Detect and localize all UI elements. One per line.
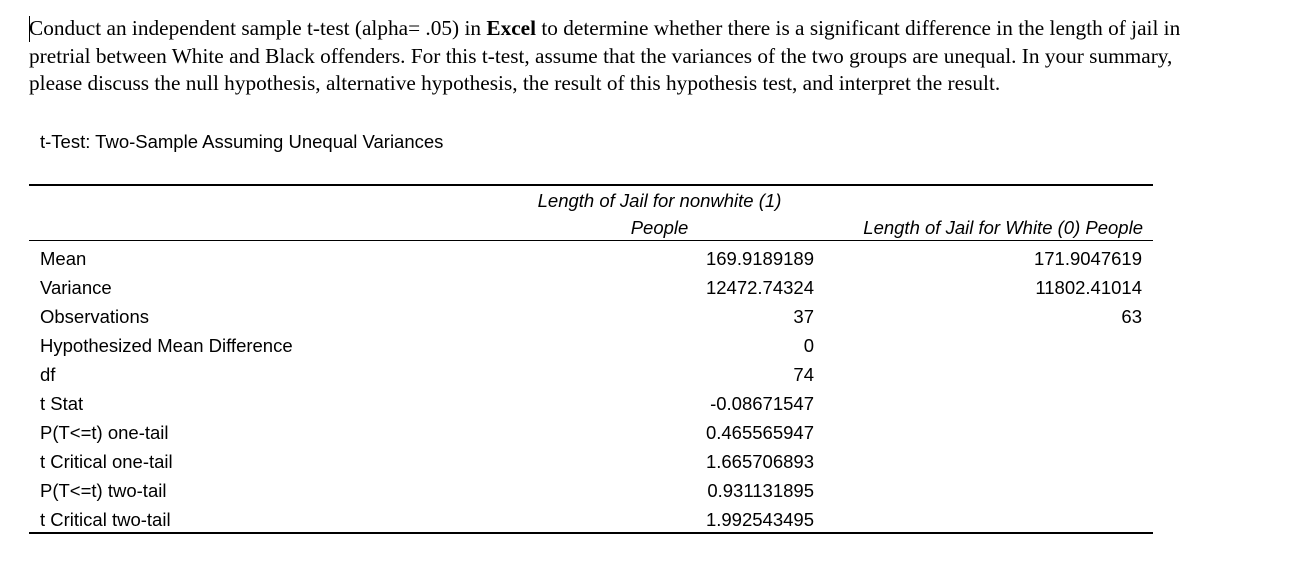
white-value: 11802.41014 bbox=[1035, 277, 1142, 298]
nonwhite-value: 1.992543495 bbox=[705, 509, 814, 530]
column-header-white: Length of Jail for White (0) People bbox=[863, 217, 1143, 238]
nonwhite-value: 0.931131895 bbox=[707, 480, 814, 501]
column-header-nonwhite bbox=[520, 187, 799, 241]
column-header-nonwhite-line-1: Length of Jail for nonwhite (1) bbox=[537, 190, 782, 211]
table-row bbox=[29, 302, 1153, 331]
table-top-rule bbox=[29, 184, 1153, 186]
question-line-2: pretrial between White and Black offenders. For this t-test, assume that the variances of the two groups are unequal. In your summary, bbox=[29, 43, 1173, 68]
question-line-1-start: Conduct an independent sample t-test (alpha= .05) in bbox=[29, 16, 487, 40]
table-row bbox=[29, 331, 1153, 360]
question-line-3: please discuss the null hypothesis, alternative hypothesis, the result of this hypothesis test, and interpret the result. bbox=[29, 71, 1001, 95]
question-line-1-end: to determine whether there is a significant difference in the length of jail in bbox=[536, 16, 1181, 40]
table-row bbox=[29, 389, 1153, 418]
question-text bbox=[29, 15, 1294, 98]
row-label: P(T<=t) one-tail bbox=[40, 422, 169, 443]
white-value: 171.9047619 bbox=[1033, 248, 1142, 269]
white-value: 63 bbox=[1121, 306, 1142, 327]
row-label: Hypothesized Mean Difference bbox=[40, 335, 293, 356]
nonwhite-value: 37 bbox=[793, 306, 814, 327]
nonwhite-value: -0.08671547 bbox=[710, 393, 814, 414]
table-row bbox=[29, 447, 1153, 476]
table-bottom-rule bbox=[29, 532, 1153, 534]
table-row bbox=[29, 505, 1153, 534]
row-label: Mean bbox=[40, 248, 87, 269]
row-label: t Critical one-tail bbox=[40, 451, 173, 472]
row-label: P(T<=t) two-tail bbox=[40, 480, 167, 501]
nonwhite-value: 74 bbox=[793, 364, 814, 385]
nonwhite-value: 12472.74324 bbox=[705, 277, 814, 298]
table-header-rule bbox=[29, 240, 1153, 241]
nonwhite-value: 0.465565947 bbox=[705, 422, 814, 443]
row-label: Variance bbox=[40, 277, 112, 298]
table-row bbox=[29, 273, 1153, 302]
table-row bbox=[29, 360, 1153, 389]
row-label: t Stat bbox=[40, 393, 84, 414]
nonwhite-value: 169.9189189 bbox=[705, 248, 814, 269]
question-bold-excel: Excel bbox=[486, 16, 537, 40]
table-row bbox=[29, 418, 1153, 447]
question-line-1 bbox=[29, 15, 1294, 43]
row-label: Observations bbox=[40, 306, 149, 327]
nonwhite-value: 1.665706893 bbox=[705, 451, 814, 472]
column-header-nonwhite-line-2: People bbox=[630, 217, 689, 238]
row-label: t Critical two-tail bbox=[40, 509, 171, 530]
row-label: df bbox=[40, 364, 56, 385]
nonwhite-value: 0 bbox=[803, 335, 814, 356]
table-row bbox=[29, 244, 1153, 273]
table-title: t-Test: Two-Sample Assuming Unequal Variances bbox=[40, 131, 444, 152]
table-row bbox=[29, 476, 1153, 505]
